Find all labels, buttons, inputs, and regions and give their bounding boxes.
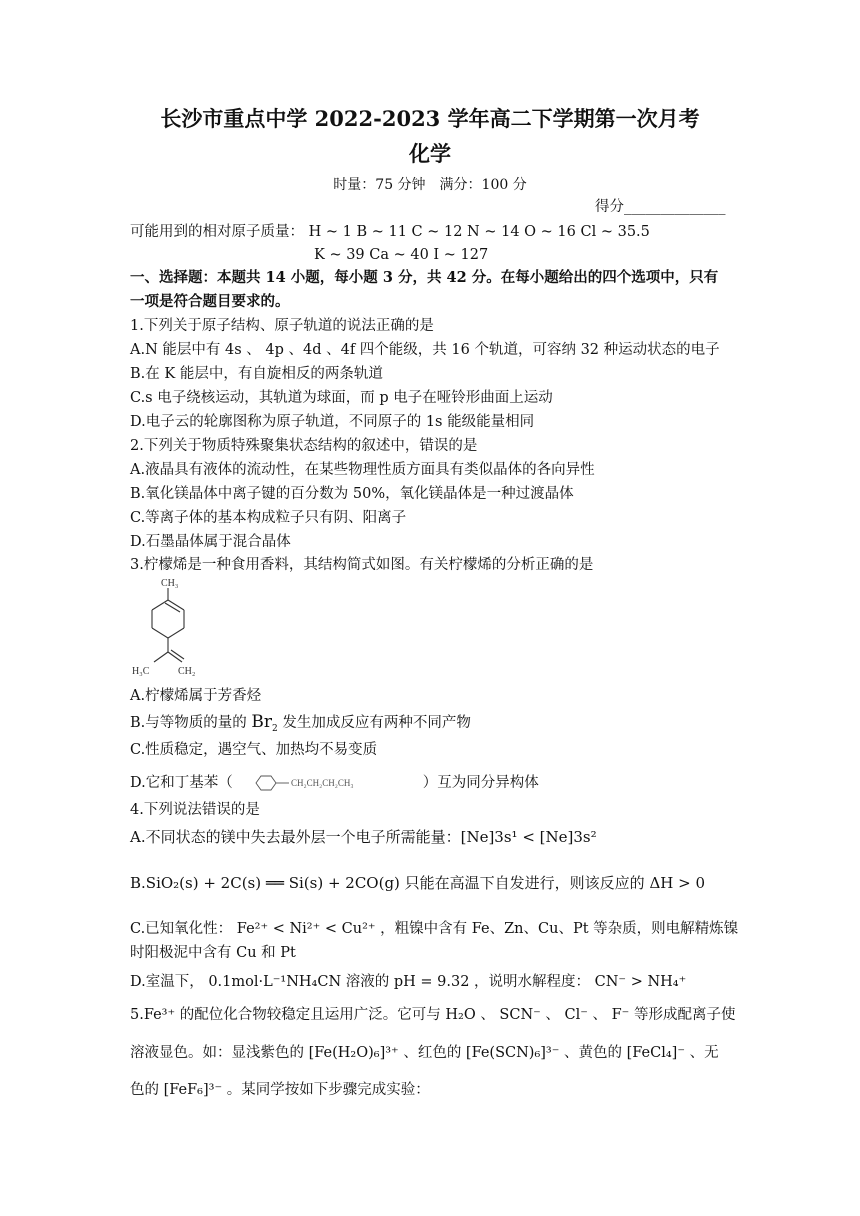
exam-title: 长沙市重点中学 2022-2023 学年高二下学期第一次月考 bbox=[160, 106, 700, 131]
q4-stem: 4.下列说法错误的是 bbox=[130, 802, 260, 818]
q3-option-b-pre: B.与等物质的量的 bbox=[130, 715, 252, 731]
q1-stem: 1.下列关于原子结构、原子轨道的说法正确的是 bbox=[130, 318, 434, 334]
q2-option-b: B.氧化镁晶体中离子键的百分数为 50%，氧化镁晶体是一种过渡晶体 bbox=[130, 486, 574, 502]
q3-option-d-pre: D.它和丁基苯（ bbox=[130, 775, 233, 791]
q2-option-c: C.等离子体的基本构成粒子只有阴、阳离子 bbox=[130, 510, 407, 526]
q4-option-a: A.不同状态的镁中失去最外层一个电子所需能量：[Ne]3s¹ < [Ne]3s² bbox=[130, 828, 597, 846]
limonene-structure bbox=[128, 574, 208, 679]
q4-option-d: D.室温下， 0.1mol·L⁻¹NH₄CN 溶液的 pH = 9.32 ，说明水解程度： CN⁻ > NH₄⁺ bbox=[130, 974, 687, 990]
mol-label-bottom-right: CH₂ bbox=[178, 666, 196, 677]
q2-option-a: A.液晶具有液体的流动性，在某些物理性质方面具有类似晶体的各向异性 bbox=[130, 462, 595, 478]
q3-option-d-post: ）互为同分异构体 bbox=[422, 775, 539, 791]
q3-option-a: A.柠檬烯属于芳香烃 bbox=[130, 688, 262, 704]
q2-stem: 2.下列关于物质特殊聚集状态结构的叙述中，错误的是 bbox=[130, 438, 478, 454]
section-heading-line1: 一、选择题：本题共 14 小题，每小题 3 分，共 42 分。在每小题给出的四个选项中，只有 bbox=[130, 269, 719, 286]
q3-option-b-post: 发生加成反应有两种不同产物 bbox=[277, 715, 471, 731]
q5-line2: 溶液显色。如：显浅紫色的 [Fe(H₂O)₆]³⁺ 、红色的 [Fe(SCN)₆]³⁻ 、黄色的 [FeCl₄]⁻ 、无 bbox=[130, 1045, 719, 1061]
q4-option-c-line2: 时阳极泥中含有 Cu 和 Pt bbox=[130, 945, 296, 961]
q4-option-b: B.SiO₂(s) + 2C(s) ══ Si(s) + 2CO(g) 只能在高温下自发进行，则该反应的 ΔH > 0 bbox=[130, 874, 706, 892]
mol-label-bottom-left: H₃C bbox=[132, 666, 150, 677]
q2-option-d: D.石墨晶体属于混合晶体 bbox=[130, 534, 291, 550]
q1-option-d: D.电子云的轮廓图称为原子轨道，不同原子的 1s 能级能量相同 bbox=[130, 414, 535, 430]
q3-stem: 3.柠檬烯是一种食用香料，其结构简式如图。有关柠檬烯的分析正确的是 bbox=[130, 557, 594, 573]
q3-option-b bbox=[130, 712, 471, 733]
q3-option-c: C.性质稳定，遇空气、加热均不易变质 bbox=[130, 742, 378, 758]
q4-option-c-line1: C.已知氧化性： Fe²⁺ < Ni²⁺ < Cu²⁺ ，粗镍中含有 Fe、Zn、Cu、Pt 等杂质，则电解精炼镍 bbox=[130, 921, 739, 937]
butyl-chain-label: CH₂CH₂CH₂CH₃ bbox=[290, 778, 354, 788]
mol-label-top: CH₃ bbox=[161, 578, 179, 589]
q5-line1: 5.Fe³⁺ 的配位化合物较稳定且运用广泛。它可与 H₂O 、 SCN⁻ 、 Cl⁻ 、 F⁻ 等形成配离子使 bbox=[130, 1007, 736, 1023]
q1-option-a: A.N 能层中有 4s 、 4p 、4d 、4f 四个能级，共 16 个轨道，可容纳 32 种运动状态的电子 bbox=[130, 342, 720, 358]
q1-option-c: C.s 电子绕核运动，其轨道为球面，而 p 电子在哑铃形曲面上运动 bbox=[130, 390, 553, 406]
subject-title: 化学 bbox=[409, 141, 451, 166]
atomic-masses-line1: 可能用到的相对原子质量： H ~ 1 B ~ 11 C ~ 12 N ~ 14 O ~ 16 Cl ~ 35.5 bbox=[130, 224, 650, 240]
br-subscript: 2 bbox=[272, 723, 278, 734]
atomic-masses-line2: K ~ 39 Ca ~ 40 I ~ 127 bbox=[314, 247, 489, 263]
section-heading-line2: 一项是符合题目要求的。 bbox=[130, 293, 290, 310]
score-field: 得分______________ bbox=[595, 199, 726, 215]
q3-option-d bbox=[130, 773, 539, 793]
butylbenzene-structure bbox=[233, 773, 423, 793]
q5-line3: 色的 [FeF₆]³⁻ 。某同学按如下步骤完成实验： bbox=[130, 1082, 430, 1098]
br-symbol: Br bbox=[251, 712, 272, 732]
q1-option-b: B.在 K 能层中，有自旋相反的两条轨道 bbox=[130, 366, 383, 382]
time-score-info: 时量：75 分钟 满分：100 分 bbox=[333, 177, 527, 193]
